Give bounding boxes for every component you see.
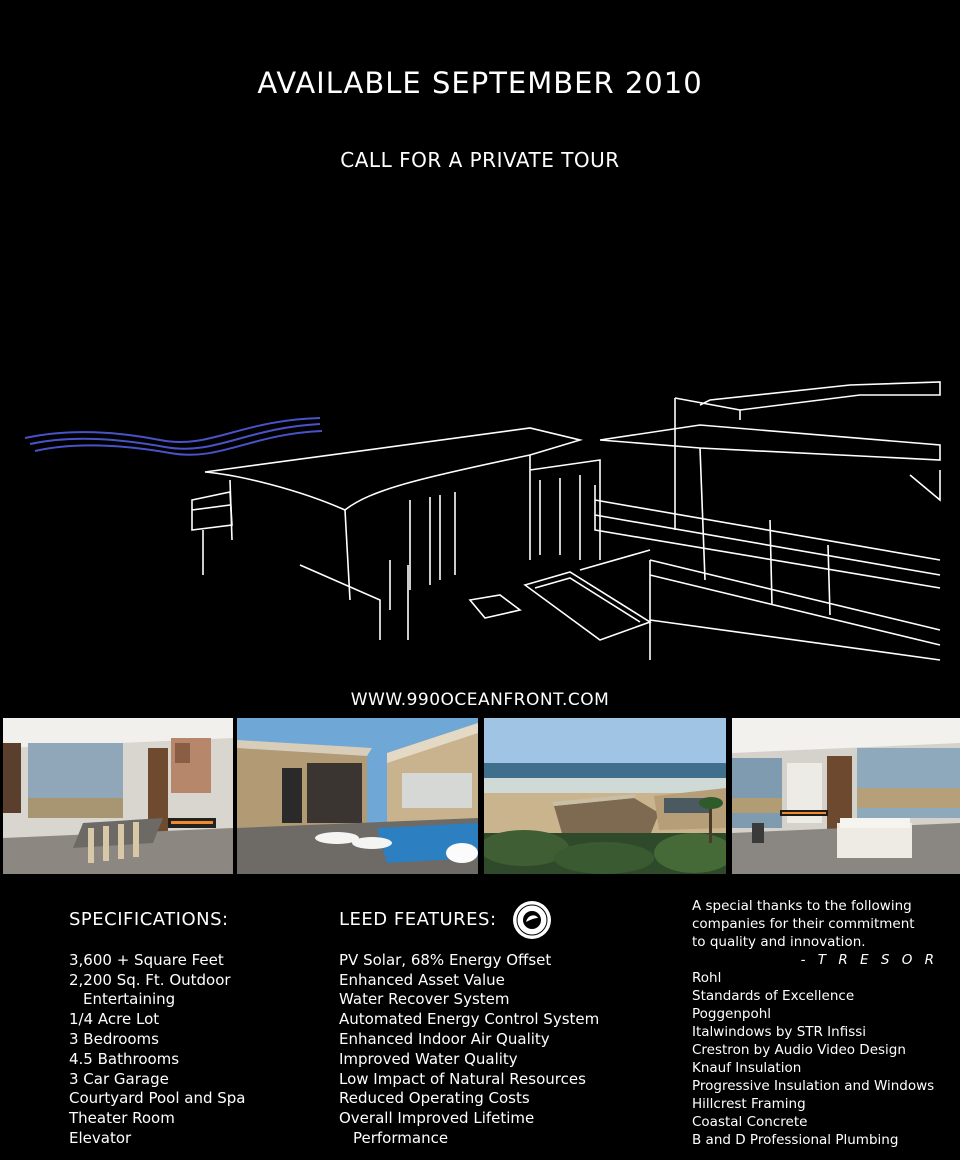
leed-item: Overall Improved Lifetime [339,1109,535,1128]
spec-item: 4.5 Bathrooms [69,1049,180,1068]
specifications-title: SPECIFICATIONS: [69,909,229,930]
spec-item: Entertaining [83,990,176,1009]
spec-item: Elevator [69,1128,132,1147]
spec-item: 2,200 Sq. Ft. Outdoor [69,970,231,989]
photo-living-room [732,718,960,874]
spec-item: 3 Car Garage [69,1069,169,1088]
spec-item: 3,600 + Square Feet [69,950,224,969]
company-item: Crestron by Audio Video Design [692,1042,906,1058]
leed-item: Low Impact of Natural Resources [339,1069,586,1088]
leed-item: Automated Energy Control System [339,1010,600,1029]
website-url[interactable]: WWW.990OCEANFRONT.COM [350,690,610,710]
spec-item: 3 Bedrooms [69,1029,159,1048]
photo-interior-dining [3,718,233,874]
spec-item: 1/4 Acre Lot [69,1010,160,1029]
leed-item: PV Solar, 68% Energy Offset [339,950,552,969]
thanks-column [692,897,952,1149]
usgbc-member-badge-icon [512,900,552,940]
company-item: Poggenpohl [692,1006,772,1022]
leed-item: Performance [353,1128,449,1147]
leed-item: Enhanced Asset Value [339,970,505,989]
headline: AVAILABLE SEPTEMBER 2010 [257,66,703,100]
spec-item: Courtyard Pool and Spa [69,1089,246,1108]
photo-courtyard-pool [237,718,478,874]
specifications-column [69,910,319,1149]
leed-item: Reduced Operating Costs [339,1089,530,1108]
leed-item: Water Recover System [339,990,510,1009]
subheadline: CALL FOR A PRIVATE TOUR [340,148,620,172]
house-outline [192,382,940,660]
photo-ocean-aerial [484,718,726,874]
leed-item: Enhanced Indoor Air Quality [339,1029,550,1048]
company-item: Rohl [692,970,722,986]
company-item: Hillcrest Framing [692,1096,806,1112]
thanks-intro-line: companies for their commitment [692,916,915,932]
leed-item: Improved Water Quality [339,1049,518,1068]
thanks-signature: - T R E S O R [800,952,938,968]
company-item: B and D Professional Plumbing [692,1132,899,1148]
thanks-intro-line: to quality and innovation. [692,934,866,950]
leed-column [339,910,659,1149]
company-item: Italwindows by STR Infissi [692,1024,867,1040]
leed-title: LEED FEATURES: [339,909,497,930]
ocean-wave-lines [25,418,322,455]
thanks-intro-line: A special thanks to the following [692,898,912,914]
architectural-line-drawing [0,370,960,670]
spec-item: Theater Room [69,1109,175,1128]
company-item: Knauf Insulation [692,1060,802,1076]
company-item: Progressive Insulation and Windows [692,1078,935,1094]
company-item: Coastal Concrete [692,1114,808,1130]
photo-strip [0,718,960,874]
company-item: Standards of Excellence [692,988,855,1004]
